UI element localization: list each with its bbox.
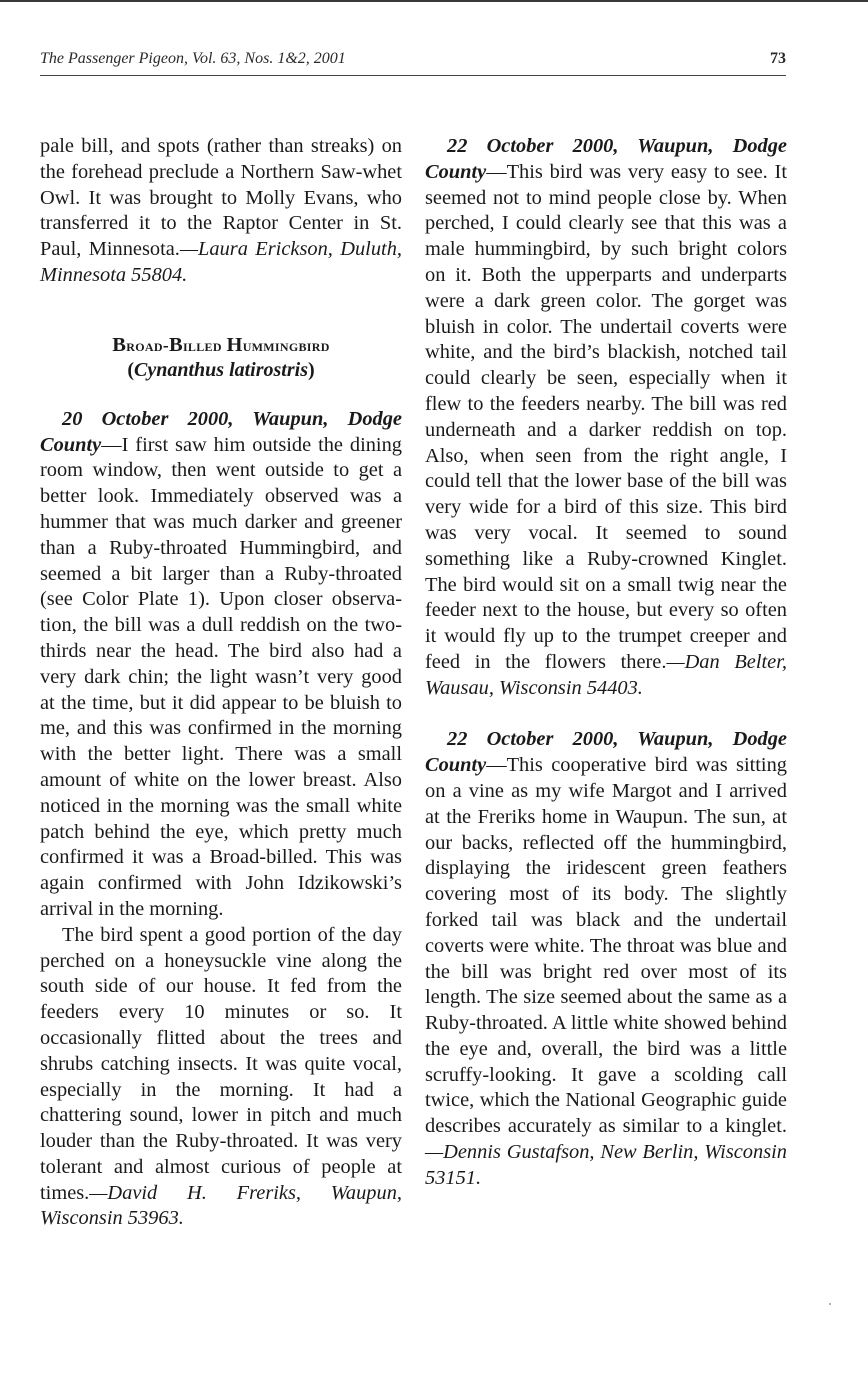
scientific-name: Cynanthus latirostris <box>134 358 308 381</box>
report-date-location: 20 October 2000, Waupun, Dodge County <box>40 407 402 456</box>
header-rule <box>40 75 786 76</box>
report-belter <box>425 134 787 702</box>
page-number: 73 <box>770 50 786 67</box>
continuation-text: pale bill, and spots (rather than streaks) on the forehead preclude a Northern Saw-whet Owl. It was brought to Molly Evans, who transferred it to the Raptor Center in St. Paul, Minnesota. <box>40 135 402 261</box>
running-header <box>40 50 786 72</box>
report-text: —This bird was very easy to see. It seemed not to mind people close by. When perched, I could clearly see that this was a male hummingbird, by such bright colors on it. Both the upperparts and underparts were a dark green color. The gorget was bluish in color. The undertail coverts were white, and the bird’s blackish, notched tail could clearly be seen, especially when it flew to the feeders nearby. The bill was red underneath and a darker reddish on top. Also, when seen from the right angle, I could tell that the lower base of the bill was very wide for a bird of this size. This bird was very vocal. It seemed to sound something like a Ruby-crowned Kinglet. The bird would sit on a small twig near the feeder next to the house, but every so often it would fly up to the trumpet creeper and feed in the flowers there. <box>425 160 787 673</box>
report-date-location: 22 October 2000, Waupun, Dodge County <box>425 728 787 777</box>
report-freriks <box>40 407 402 923</box>
report-text: —I first saw him outside the dining room window, then went outside to get a better look. Immediately observed was a hummer that was much darker and greener than a Ruby-throated Hummingbird, and seemed a bit larger than a Ruby-throated (see Color Plate 1). Upon closer observation, the bill was a dull reddish on the two-thirds near the head. The bird also had a very dark chin; the light wasn’t very good at the time, but it did appear to be bluish to me, and this was confirmed in the morning with the better light. There was a small amount of white on the lower breast. Also noticed in the morning was the small white patch behind the eye, which pretty much confirmed it was a Broad-billed. This was again confirmed with John Idzikowski’s arrival in the morning. <box>40 433 402 920</box>
section-title: Broad-Billed Hummingbird <box>112 333 330 356</box>
scan-speck <box>829 1303 831 1305</box>
report-date-location: 22 October 2000, Waupun, Dodge County <box>425 135 787 183</box>
report-freriks-continued <box>40 923 402 1233</box>
right-column <box>425 134 787 1192</box>
report-author: —Dan Belter, Wausau, Wisconsin 54403. <box>425 650 787 699</box>
section-subtitle: (Cynanthus latirostris) <box>127 358 315 381</box>
report-text: The bird spent a good portion of the day perched on a honeysuckle vine along the south side of our house. It fed from the feeders every 10 minutes or so. It occasionally flitted about the trees and shrubs catching insects. It was quite vocal, especially in the morning. It had a chattering sound, lower in pitch and much louder than the Ruby-throated. It was very tolerant and almost curious of people at times. <box>40 923 402 1204</box>
report-gustafson <box>425 727 787 1191</box>
continuation-paragraph <box>40 134 402 289</box>
continuation-author: —Laura Erickson, Duluth, Minnesota 55804. <box>40 238 402 286</box>
journal-citation: The Passenger Pigeon, Vol. 63, Nos. 1&2, 2001 <box>40 50 346 67</box>
report-author: —Dennis Gustafson, New Berlin, Wisconsin 53151. <box>425 1141 787 1189</box>
report-author: —David H. Freriks, Waupun, Wisconsin 53963. <box>40 1181 402 1230</box>
page-top-edge <box>0 0 868 2</box>
report-text: —This cooperative bird was sitting on a vine as my wife Margot and I arrived at the Freriks home in Waupun. The sun, at our backs, reflected off the hummingbird, displaying the iridescent green feathers covering most of its body. The slightly forked tail was black and the undertail coverts were white. The throat was blue and the bill was bright red over most of its length. The size seemed about the same as a Ruby-throated. A little white showed behind the eye and, overall, the bird was a little scruffy-looking. It gave a scolding call twice, which the National Geographic guide describes accurately as similar to a kinglet. <box>425 754 787 1138</box>
left-column <box>40 134 402 1232</box>
